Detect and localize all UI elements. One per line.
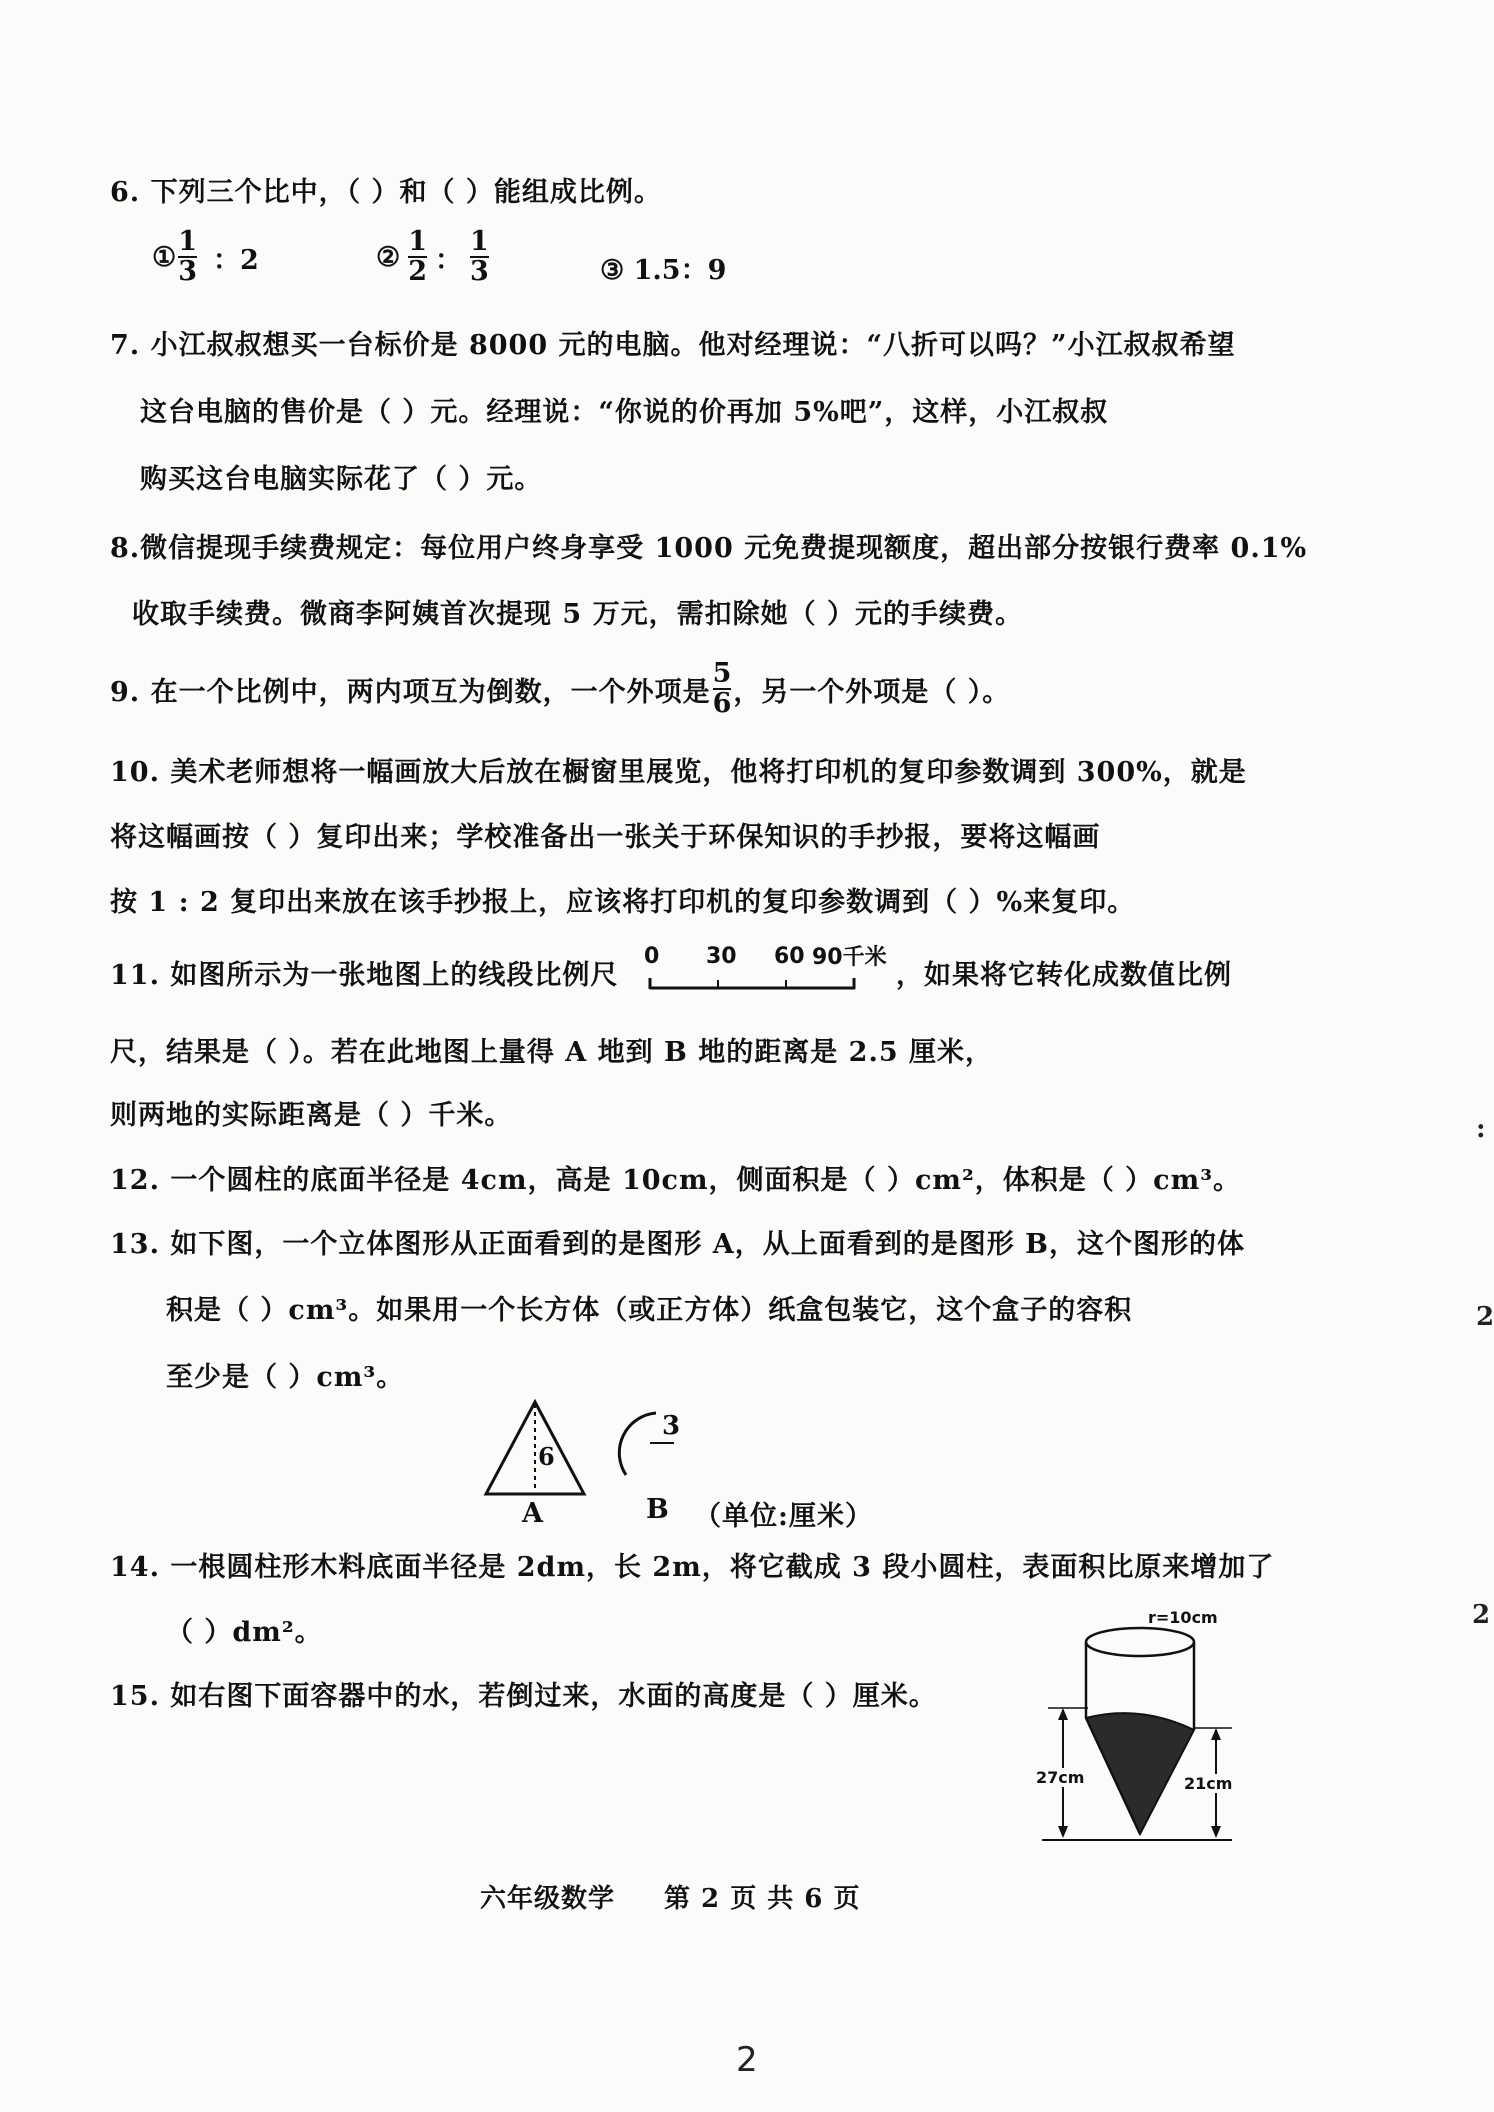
q13-line-2: 积是（ ）cm³。如果用一个长方体（或正方体）纸盒包装它，这个盒子的容积 xyxy=(166,1295,1133,1326)
scale-tick-label: 0 xyxy=(644,944,660,969)
left-height-label: 27cm xyxy=(1036,1768,1085,1787)
cylinder-top-ellipse xyxy=(1086,1628,1194,1656)
q14-line-1: 14. 一根圆柱形木料底面半径是 2dm，长 2m，将它截成 3 段小圆柱，表面积比原来增加了 xyxy=(110,1552,1275,1583)
q6-text: 6. 下列三个比中，（ ）和（ ）能组成比例。 xyxy=(110,177,662,208)
q13-unit-note: （单位:厘米） xyxy=(694,1501,873,1532)
fraction-numerator: 1 xyxy=(408,226,428,257)
q10-line-1: 10. 美术老师想将一幅画放大后放在橱窗里展览，他将打印机的复印参数调到 300%，就是 xyxy=(110,757,1247,788)
fraction-numerator: 1 xyxy=(470,226,489,257)
page-number: 2 xyxy=(736,2040,758,2080)
q7-line-2: 这台电脑的售价是（ ）元。经理说：“你说的价再加 5%吧”，这样，小江叔叔 xyxy=(140,397,1109,428)
q6-option-2-fraction-a xyxy=(408,228,427,287)
q11-line-3: 则两地的实际距离是（ ）千米。 xyxy=(110,1100,513,1131)
footer-subject: 六年级数学 xyxy=(480,1884,616,1914)
right-arrow-up xyxy=(1211,1728,1221,1740)
q9-line xyxy=(110,660,1010,719)
q8-line-1: 8.微信提现手续费规定：每位用户终身享受 1000 元免费提现额度，超出部分按银行费率 0.1% xyxy=(110,533,1308,564)
circle-arc-figure xyxy=(606,1405,706,1485)
fraction-denominator: 3 xyxy=(470,256,489,288)
q10-line-3: 按 1 : 2 复印出来放在该手抄报上，应该将打印机的复印参数调到（ ）%来复印。 xyxy=(110,887,1136,918)
scale-tick-label: 90千米 xyxy=(812,945,887,970)
q13-line-1: 13. 如下图，一个立体图形从正面看到的是图形 A，从上面看到的是图形 B，这个图形的体 xyxy=(110,1229,1245,1260)
q6-option-3: ③ 1.5：9 xyxy=(600,255,727,286)
edge-mark: 2 xyxy=(1472,1600,1491,1630)
q9-fraction xyxy=(713,660,732,719)
q10-line-2: 将这幅画按（ ）复印出来；学校准备出一张关于环保知识的手抄报，要将这幅画 xyxy=(110,822,1101,853)
q15-container-figure xyxy=(1028,1608,1248,1856)
fraction-numerator: 1 xyxy=(178,226,198,257)
water-fill xyxy=(1086,1713,1194,1834)
scale-tick-label: 30 xyxy=(706,944,737,969)
fraction-denominator: 2 xyxy=(408,256,428,288)
edge-mark: 2 xyxy=(1476,1302,1494,1332)
q6-option-1 xyxy=(152,228,259,287)
q8-line-2: 收取手续费。微商李阿姨首次提现 5 万元，需扣除她（ ）元的手续费。 xyxy=(132,599,1023,630)
right-arrow-down xyxy=(1211,1826,1221,1838)
left-arrow-down xyxy=(1058,1826,1068,1838)
right-height-label: 21cm xyxy=(1184,1774,1233,1793)
q14-line-2: （ ）dm²。 xyxy=(166,1617,323,1648)
footer-page-info: 第 2 页 共 6 页 xyxy=(664,1884,861,1914)
q6-option-2 xyxy=(376,228,489,287)
q9-text-before: 9. 在一个比例中，两内项互为倒数，一个外项是 xyxy=(110,676,711,708)
q13-line-3: 至少是（ ）cm³。 xyxy=(166,1362,405,1393)
q13-figure-a-label: A xyxy=(522,1498,544,1529)
q11-text-before: 11. 如图所示为一张地图上的线段比例尺 xyxy=(110,960,619,991)
fraction-denominator: 6 xyxy=(712,688,732,720)
q12-text: 12. 一个圆柱的底面半径是 4cm，高是 10cm，侧面积是（ ）cm²，体积是（ ）cm³。 xyxy=(110,1165,1242,1196)
q13-figure-b xyxy=(606,1405,706,1485)
edge-mark: : xyxy=(1476,1114,1486,1144)
q6-option-1-rest: ：2 xyxy=(213,244,259,276)
triangle-figure xyxy=(480,1398,590,1498)
container-graphic xyxy=(1028,1608,1248,1856)
q13-figure-b-label: B xyxy=(646,1494,670,1525)
fraction-denominator: 3 xyxy=(178,256,198,288)
scale-tick-label: 60 xyxy=(774,944,805,969)
q11-text-after: ，如果将它转化成数值比例 xyxy=(896,960,1232,991)
q11-scale-bar xyxy=(640,940,887,1000)
q7-line-3: 购买这台电脑实际花了（ ）元。 xyxy=(140,464,543,495)
figure-b-radius-value: 3 xyxy=(662,1411,681,1441)
left-arrow-up xyxy=(1058,1708,1068,1720)
q9-text-after: ，另一个外项是（ ）。 xyxy=(733,676,1011,708)
radius-label: r=10cm xyxy=(1148,1608,1218,1627)
q6-option-2-mark: ② xyxy=(376,241,401,273)
q11-line-2: 尺，结果是（ ）。若在此地图上量得 A 地到 B 地的距离是 2.5 厘米， xyxy=(110,1037,994,1068)
figure-a-height-value: 6 xyxy=(538,1442,555,1471)
q6-option-2-colon: ： xyxy=(435,244,463,276)
q6-option-2-fraction-b xyxy=(470,228,489,287)
q13-figure-a xyxy=(480,1398,590,1498)
q15-text: 15. 如右图下面容器中的水，若倒过来，水面的高度是（ ）厘米。 xyxy=(110,1681,937,1712)
q7-line-1: 7. 小江叔叔想买一台标价是 8000 元的电脑。他对经理说：“八折可以吗？”小江叔叔希望 xyxy=(110,330,1236,361)
fraction-numerator: 5 xyxy=(712,658,732,689)
q6-option-1-mark: ① xyxy=(152,241,177,273)
q6-option-1-fraction xyxy=(178,228,197,287)
